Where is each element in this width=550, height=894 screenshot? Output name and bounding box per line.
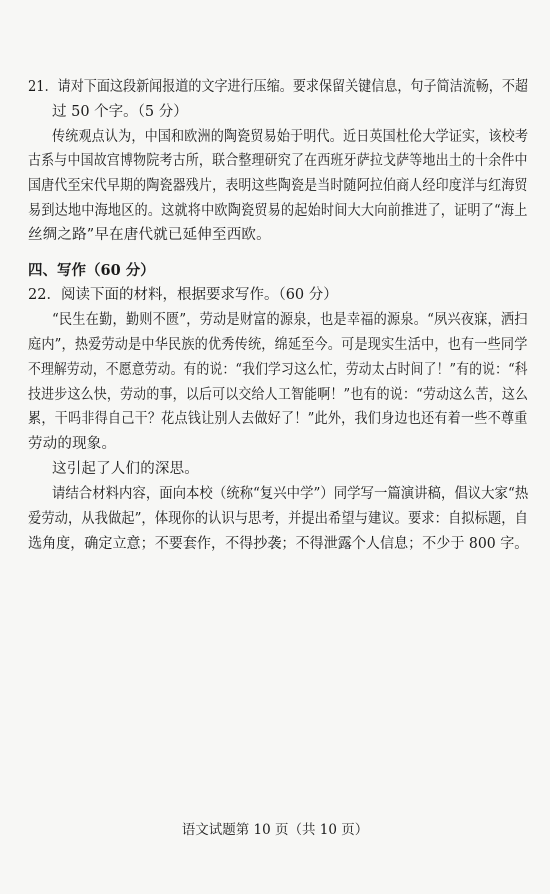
q21-prompt-line1: 21．请对下面这段新闻报道的文字进行压缩。要求保留关键信息，句子简洁流畅，不超 xyxy=(28,79,528,95)
q22-material-line: 劳动的现象。 xyxy=(28,436,117,452)
q21-passage-line: 传统观点认为，中国和欧洲的陶瓷贸易始于明代。近日英国杜伦大学证实，该校考 xyxy=(52,129,529,145)
q22-requirement-line: 爱劳动，从我做起”，体现你的认识与思考，并提出希望与建议。要求：自拟标题，自 xyxy=(28,511,528,527)
q22-requirement-line: 选角度，确定立意；不要套作，不得抄袭；不得泄露个人信息；不少于 800 字。 xyxy=(28,536,529,552)
q22-requirement-line: 请结合材料内容，面向本校（统称“复兴中学”）同学写一篇演讲稿，倡议大家“热 xyxy=(52,486,529,502)
q22-prompt: 22．阅读下面的材料，根据要求写作。（60 分） xyxy=(28,287,338,303)
q22-material-line: 技进步这么快，劳动的事，以后可以交给人工智能啊！”也有的说：“劳动这么苦，这么 xyxy=(28,387,529,403)
q22-material-line: 庭内”，热爱劳动是中华民族的优秀传统，绵延至今。可是现实生活中，也有一些同学 xyxy=(28,337,528,353)
q22-material-line: “民生在勤，勤则不匮”，劳动是财富的源泉，也是幸福的源泉。“夙兴夜寐，洒扫 xyxy=(52,312,528,328)
q21-passage-line: 国唐代至宋代早期的陶瓷器残片，表明这些陶瓷是当时随阿拉伯商人经印度洋与红海贸 xyxy=(28,178,528,194)
q21-passage-line: 易到达地中海地区的。这就将中欧陶瓷贸易的起始时间大大向前推进了，证明了“海上 xyxy=(28,203,528,219)
section-heading-writing: 四、写作（60 分） xyxy=(28,262,155,279)
q21-prompt-line2: 过 50 个字。（5 分） xyxy=(52,104,188,120)
q22-material-line: 累，干吗非得自己干？花点钱让别人去做好了！”此外，我们身边也还有着一些不尊重 xyxy=(28,411,528,427)
q21-passage-line: 古系与中国故宫博物院考古所，联合整理研究了在西班牙萨拉戈萨等地出土的十余件中 xyxy=(28,153,528,169)
q22-material-line: 不理解劳动，不愿意劳动。有的说：“我们学习这么忙，劳动太占时间了！”有的说：“科 xyxy=(28,362,528,378)
q22-material-line: 这引起了人们的深思。 xyxy=(52,461,199,477)
page-footer: 语文试题第 10 页（共 10 页） xyxy=(181,822,369,838)
q21-passage-line: 丝绸之路”早在唐代就已延伸至西欧。 xyxy=(28,227,271,243)
